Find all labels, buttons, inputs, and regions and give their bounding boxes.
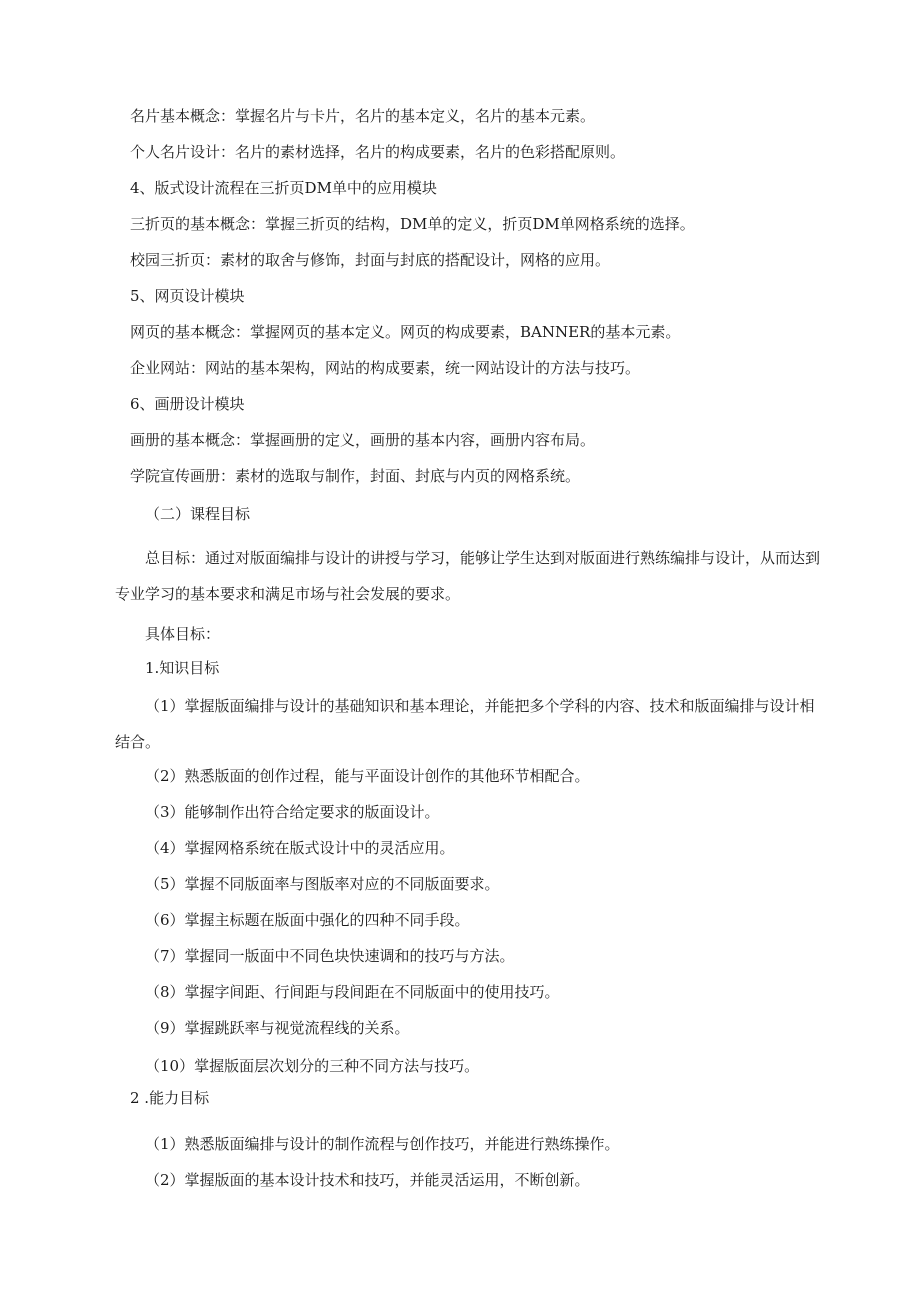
text-line: 学院宣传画册：素材的选取与制作，封面、封底与内页的网格系统。	[130, 467, 581, 485]
knowledge-item: （3）能够制作出符合给定要求的版面设计。	[145, 803, 440, 821]
specific-goals-label: 具体目标：	[145, 625, 221, 643]
module-heading-6: 6、画册设计模块	[130, 395, 245, 413]
ability-item: （1）熟悉版面编排与设计的制作流程与创作技巧，并能进行熟练操作。	[145, 1135, 620, 1153]
knowledge-item: （10）掌握版面层次划分的三种不同方法与技巧。	[145, 1057, 480, 1075]
section-heading: （二）课程目标	[145, 505, 251, 523]
text-line: 企业网站：网站的基本架构，网站的构成要素，统一网站设计的方法与技巧。	[130, 359, 641, 377]
text-line: 画册的基本概念：掌握画册的定义，画册的基本内容，画册内容布局。	[130, 431, 596, 449]
ability-item: （2）掌握版面的基本设计技术和技巧，并能灵活运用，不断创新。	[145, 1171, 590, 1189]
knowledge-item: （9）掌握跳跃率与视觉流程线的关系。	[145, 1019, 410, 1037]
knowledge-item: （8）掌握字间距、行间距与段间距在不同版面中的使用技巧。	[145, 983, 560, 1001]
knowledge-item: （5）掌握不同版面率与图版率对应的不同版面要求。	[145, 875, 500, 893]
module-heading-5: 5、网页设计模块	[130, 287, 245, 305]
knowledge-item: （6）掌握主标题在版面中强化的四种不同手段。	[145, 911, 470, 929]
knowledge-item: （1）掌握版面编排与设计的基础知识和基本理论，并能把多个学科的内容、技术和版面编排与设计相结合。	[115, 697, 815, 751]
text-line: 个人名片设计：名片的素材选择，名片的构成要素，名片的色彩搭配原则。	[130, 143, 626, 161]
text-line: 校园三折页：素材的取舍与修饰，封面与封底的搭配设计，网格的应用。	[130, 251, 611, 269]
overall-goal-paragraph: 总目标：通过对版面编排与设计的讲授与学习，能够让学生达到对版面进行熟练编排与设计，从而达到专业学习的基本要求和满足市场与社会发展的要求。	[115, 549, 821, 603]
knowledge-heading: 1.知识目标	[145, 659, 220, 677]
knowledge-item: （4）掌握网格系统在版式设计中的灵活应用。	[145, 839, 455, 857]
text-line: 三折页的基本概念：掌握三折页的结构，DM单的定义，折页DM单网格系统的选择。	[130, 215, 695, 233]
module-heading-4: 4、版式设计流程在三折页DM单中的应用模块	[130, 179, 437, 197]
knowledge-item: （2）熟悉版面的创作过程，能与平面设计创作的其他环节相配合。	[145, 767, 590, 785]
text-line: 网页的基本概念：掌握网页的基本定义。网页的构成要素，BANNER的基本元素。	[130, 323, 681, 341]
text-line: 名片基本概念：掌握名片与卡片，名片的基本定义，名片的基本元素。	[130, 107, 596, 125]
ability-heading: 2 .能力目标	[130, 1089, 210, 1107]
knowledge-item: （7）掌握同一版面中不同色块快速调和的技巧与方法。	[145, 947, 515, 965]
